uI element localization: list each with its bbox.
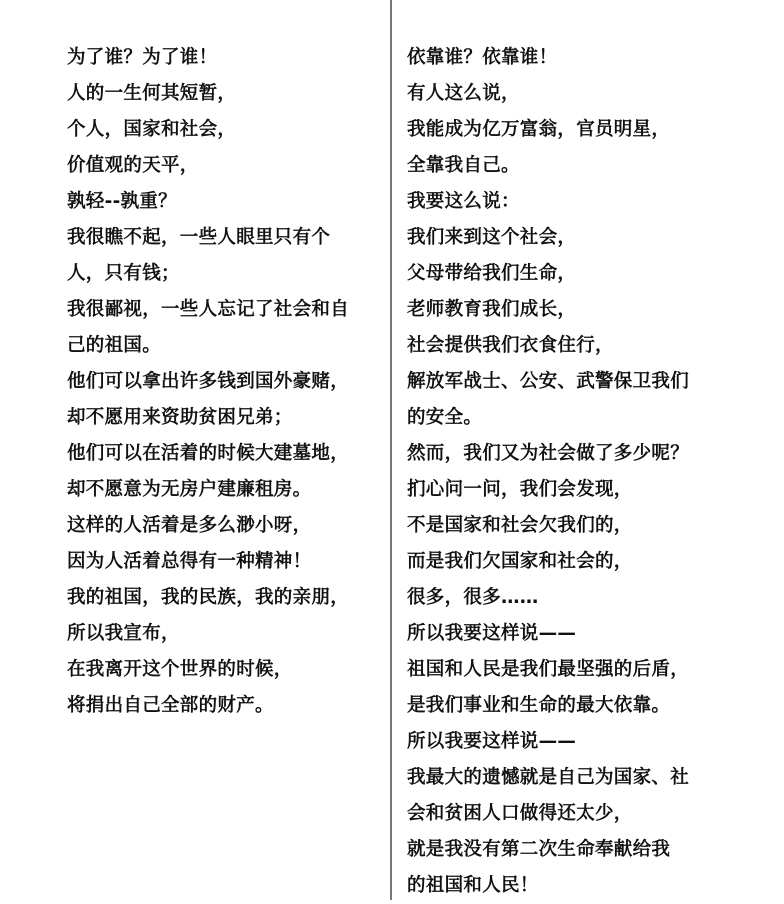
- poem-line: 的祖国和人民！: [407, 875, 539, 896]
- poem-line: 他们可以在活着的时候大建墓地，: [67, 443, 350, 464]
- poem-line: 依靠谁？依靠谁！: [407, 47, 558, 68]
- poem-line: 个人，国家和社会，: [67, 119, 237, 140]
- column-divider: [390, 0, 392, 900]
- poem-line: 全靠我自己。: [407, 155, 520, 176]
- poem-line: 就是我没有第二次生命奉献给我: [407, 839, 671, 860]
- poem-line: 孰轻--孰重？: [67, 191, 177, 212]
- poem-line: 我要这么说：: [407, 191, 520, 212]
- poem-line: 己的祖国。: [67, 335, 162, 356]
- poem-line: 为了谁？为了谁！: [67, 47, 218, 68]
- poem-line: 扪心问一问，我们会发现，: [407, 479, 633, 500]
- poem-line: 我很瞧不起，一些人眼里只有个: [67, 227, 331, 248]
- poem-line: 我的祖国，我的民族，我的亲朋，: [67, 587, 350, 608]
- poem-line: 人的一生何其短暂，: [67, 83, 237, 104]
- poem-line: 会和贫困人口做得还太少，: [407, 803, 633, 824]
- poem-line: 的安全。: [407, 407, 483, 428]
- poem-line: 是我们事业和生命的最大依靠。: [407, 695, 671, 716]
- poem-line: 所以我要这样说——: [407, 623, 577, 644]
- poem-line: 他们可以拿出许多钱到国外豪赌，: [67, 371, 350, 392]
- poem-line: 我们来到这个社会，: [407, 227, 577, 248]
- poem-line: 我能成为亿万富翁，官员明星，: [407, 119, 671, 140]
- poem-line: 而是我们欠国家和社会的，: [407, 551, 633, 572]
- poem-line: 我最大的遗憾就是自己为国家、社: [407, 767, 690, 788]
- poem-line: 在我离开这个世界的时候，: [67, 659, 293, 680]
- poem-line: 价值观的天平，: [67, 155, 199, 176]
- poem-line: 所以我要这样说——: [407, 731, 577, 752]
- poem-line: 社会提供我们衣食住行，: [407, 335, 614, 356]
- left-poem-column: [67, 40, 385, 724]
- poem-line: 我很鄙视，一些人忘记了社会和自: [67, 299, 350, 320]
- poem-line: 有人这么说，: [407, 83, 520, 104]
- poem-line: 老师教育我们成长，: [407, 299, 577, 320]
- poem-line: 因为人活着总得有一种精神！: [67, 551, 312, 572]
- poem-line: 祖国和人民是我们最坚强的后盾，: [407, 659, 690, 680]
- poem-line: 却不愿意为无房户建廉租房。: [67, 479, 312, 500]
- poem-line: 然而，我们又为社会做了多少呢？: [407, 443, 690, 464]
- poem-line: 很多，很多……: [407, 587, 539, 608]
- right-poem-column: [407, 40, 727, 904]
- poem-line: 却不愿用来资助贫困兄弟；: [67, 407, 293, 428]
- poem-line: 不是国家和社会欠我们的，: [407, 515, 633, 536]
- poem-line: 父母带给我们生命，: [407, 263, 577, 284]
- poem-line: 将捐出自己全部的财产。: [67, 695, 274, 716]
- poem-line: 人，只有钱；: [67, 263, 180, 284]
- poem-line: 所以我宣布，: [67, 623, 180, 644]
- poem-line: 解放军战士、公安、武警保卫我们: [407, 371, 690, 392]
- poem-line: 这样的人活着是多么渺小呀，: [67, 515, 312, 536]
